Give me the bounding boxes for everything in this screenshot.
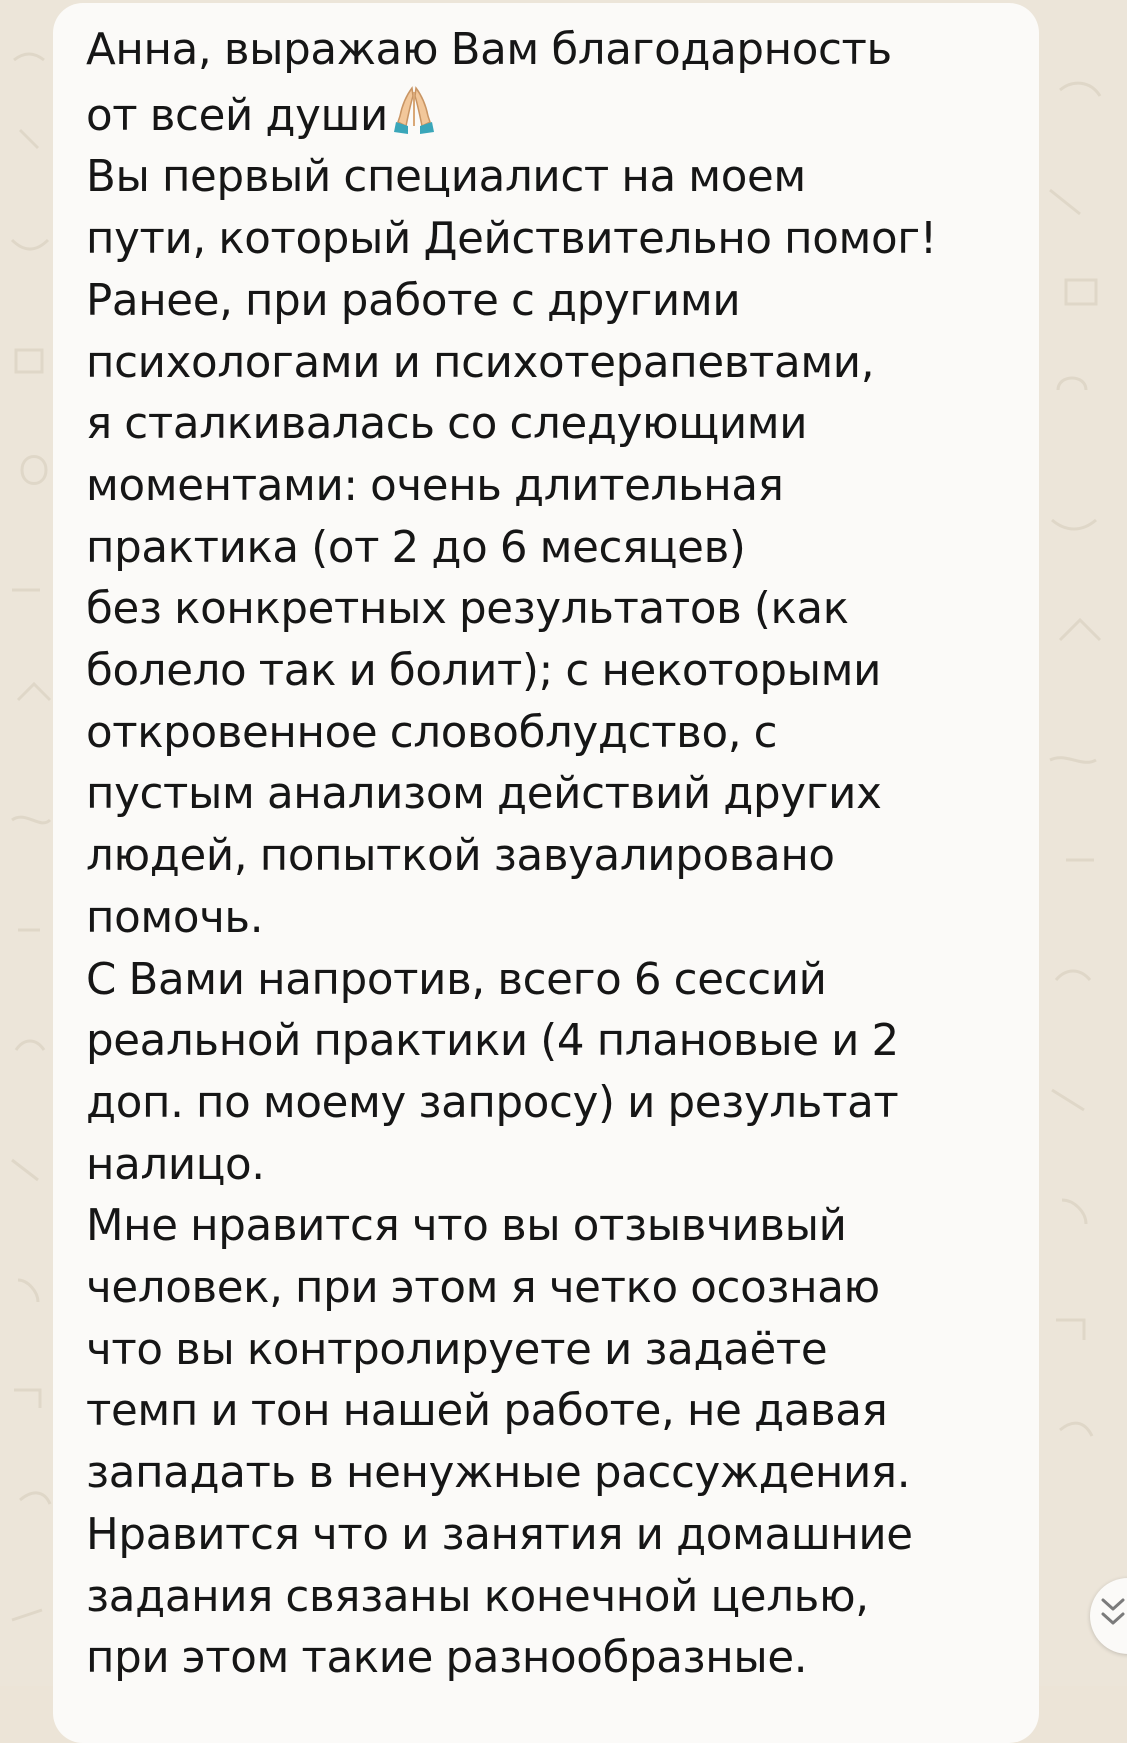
message-line: темп и тон нашей работе, не давая	[86, 1386, 888, 1437]
message-line: откровенное словоблудство, с	[86, 707, 778, 758]
message-line: Нравится что и занятия и домашние	[86, 1509, 913, 1560]
message-line: человек, при этом я четко осознаю	[86, 1263, 880, 1314]
message-line: моментами: очень длительная	[86, 460, 784, 511]
message-line: болело так и болит); с некоторыми	[86, 646, 882, 697]
message-bubble[interactable]	[53, 3, 1039, 1743]
message-line: задания связаны конечной целью,	[86, 1571, 869, 1622]
message-line: пути, который Действительно помог!	[86, 214, 937, 265]
message-line: людей, попыткой завуалировано	[86, 831, 835, 882]
message-line: практика (от 2 до 6 месяцев)	[86, 522, 746, 573]
message-line: С Вами напротив, всего 6 сессий	[86, 954, 827, 1005]
message-line: Анна, выражаю Вам благодарность	[86, 25, 892, 75]
message-line: я сталкивалась со следующими	[86, 399, 808, 450]
message-line-text: от всей души	[86, 90, 388, 141]
message-line: помочь.	[86, 892, 264, 943]
message-line: Вы первый специалист на моем	[86, 152, 806, 203]
message-line: реальной практики (4 плановые и 2	[86, 1016, 899, 1067]
message-line: западать в ненужные рассуждения.	[86, 1448, 911, 1499]
message-line: психологами и психотерапевтами,	[86, 337, 875, 388]
message-line: Мне нравится что вы отзывчивый	[86, 1201, 847, 1252]
message-line: что вы контролируете и задаёте	[86, 1324, 828, 1375]
message-text	[86, 20, 1019, 1690]
message-line: пустым анализом действий других	[86, 769, 882, 820]
message-line: доп. по моему запросу) и результат	[86, 1077, 899, 1128]
message-line: при этом такие разнообразные.	[86, 1633, 808, 1684]
double-chevron-down-icon	[1100, 1596, 1126, 1632]
folded-hands-icon	[390, 82, 438, 136]
message-line: Ранее, при работе с другими	[86, 275, 741, 326]
message-line-with-emoji	[86, 82, 1019, 148]
message-line: налицо.	[86, 1139, 265, 1190]
message-line: без конкретных результатов (как	[86, 584, 849, 635]
